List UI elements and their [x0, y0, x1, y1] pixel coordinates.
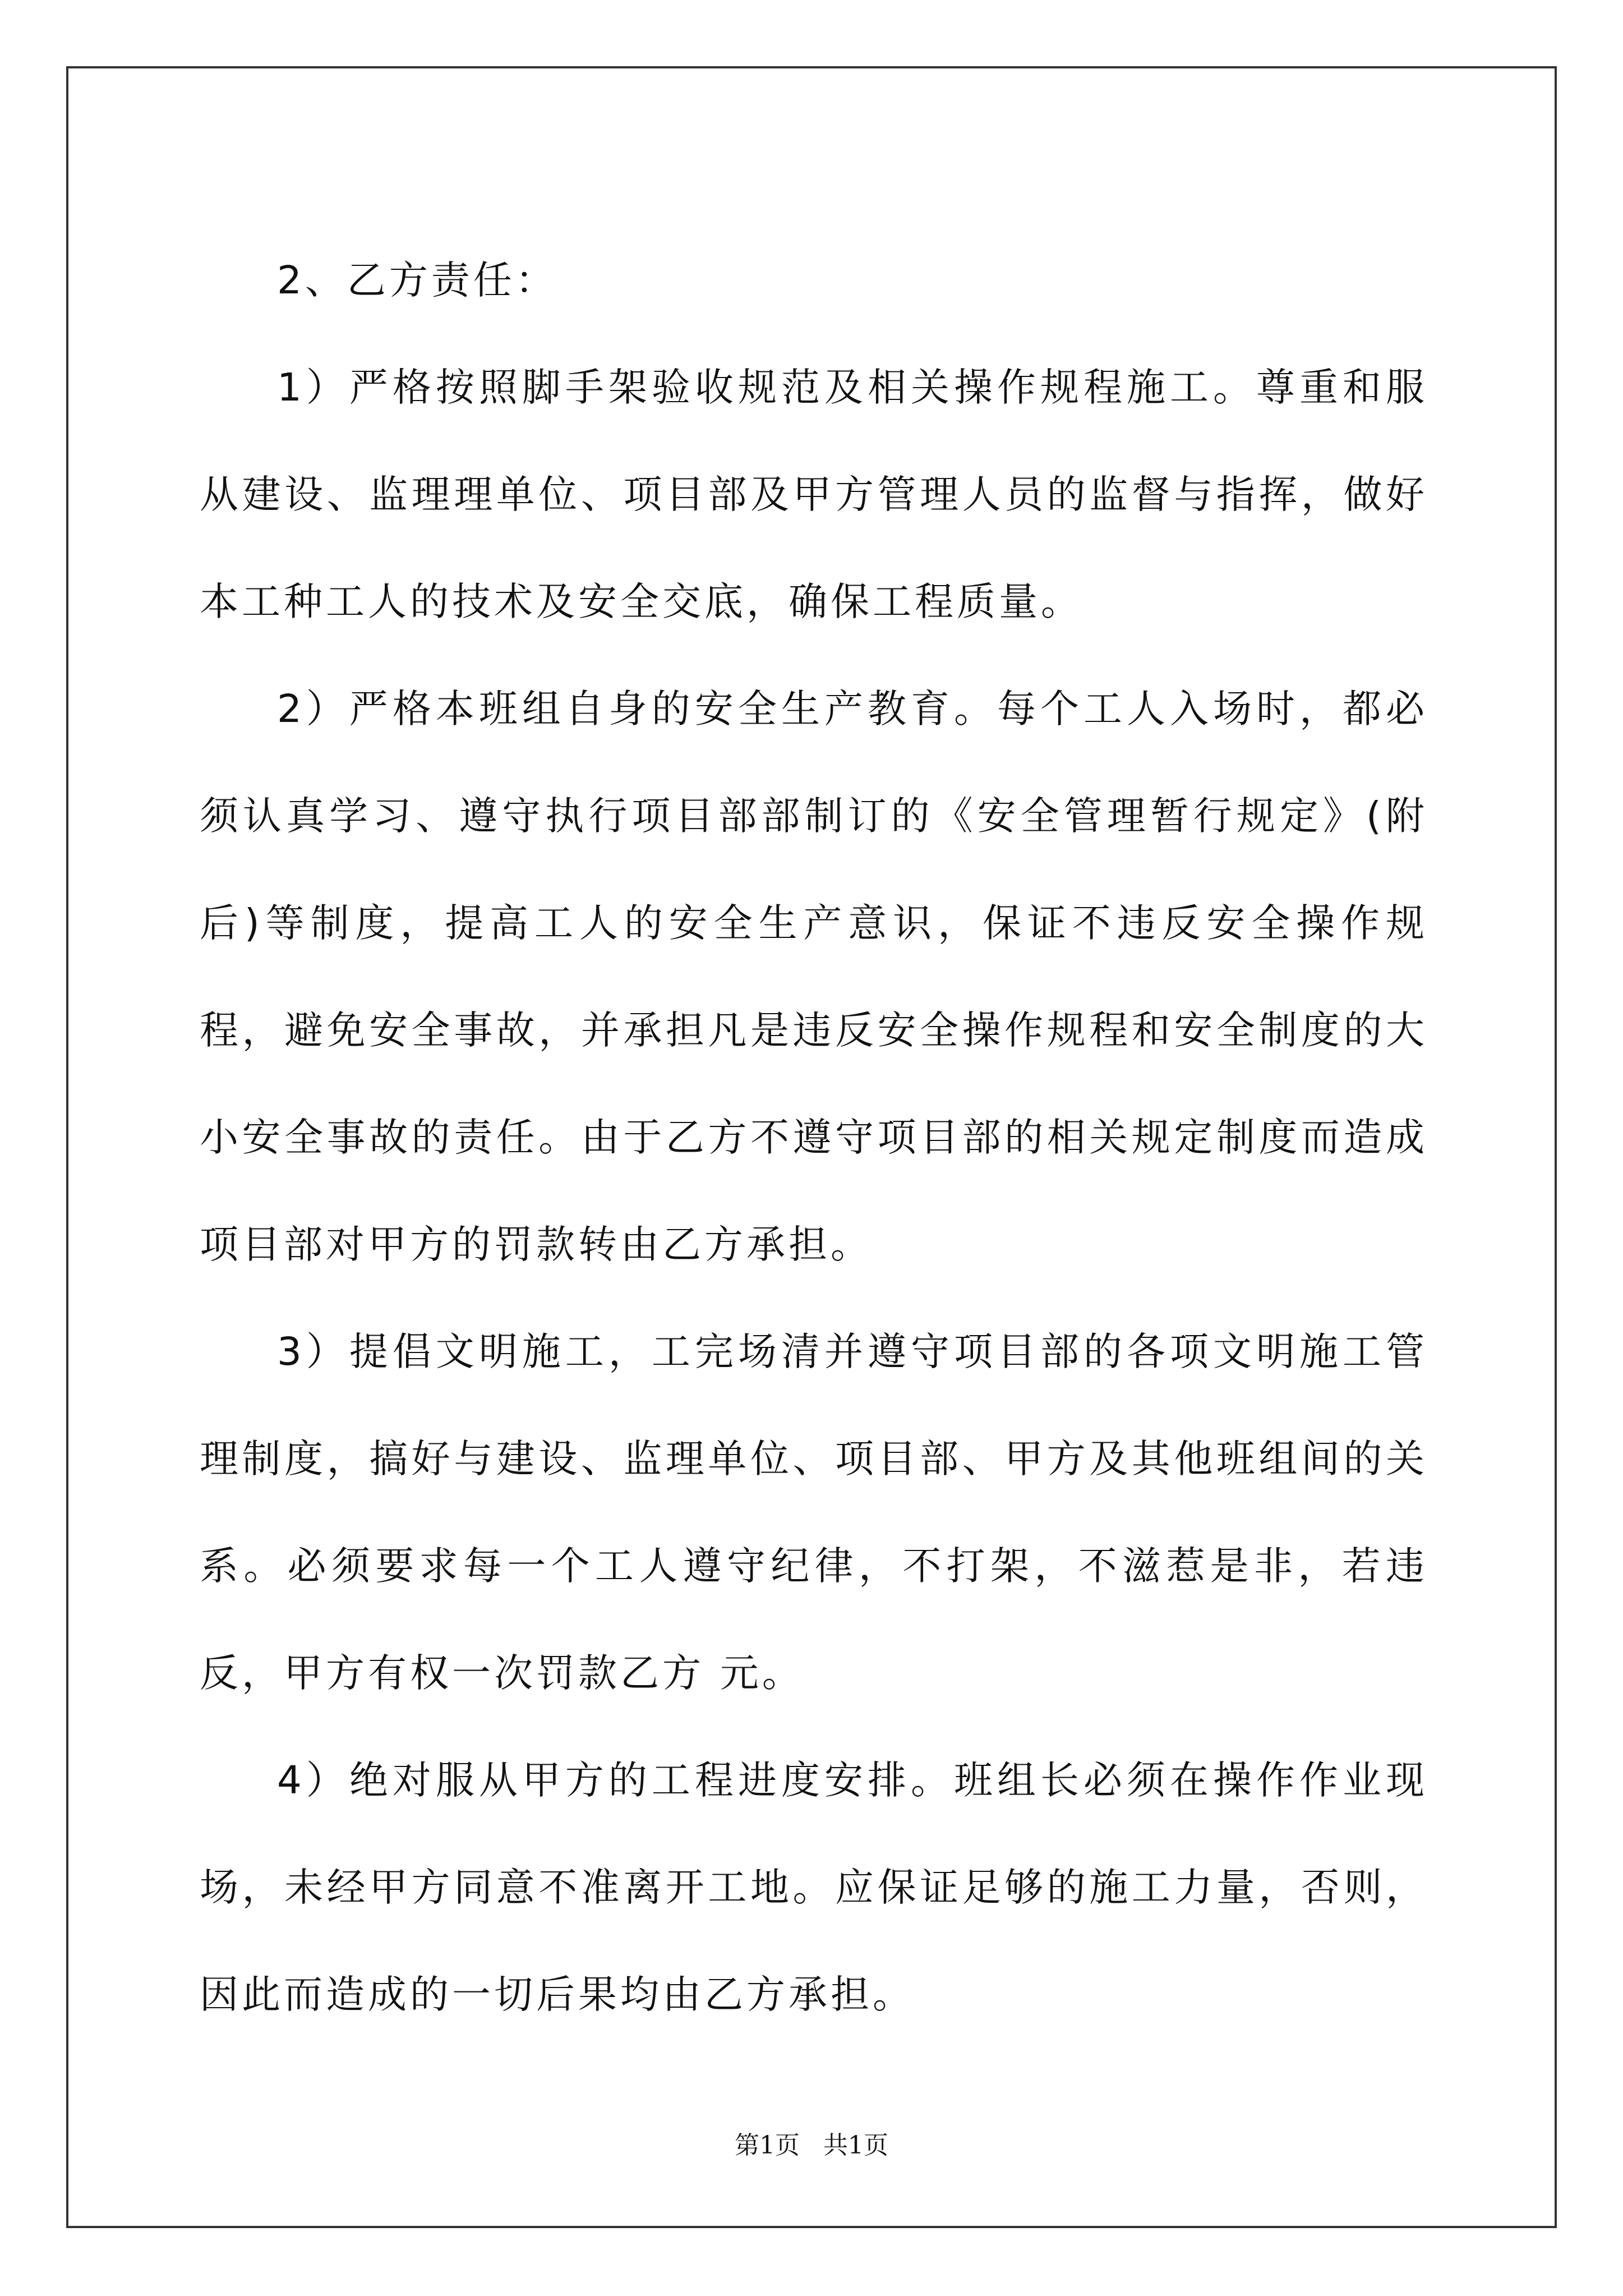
page-number-footer: 第1页 共1页	[735, 2131, 888, 2160]
paragraph-item-2: 2）严格本班组自身的安全生产教育。每个工人入场时，都必须认真学习、遵守执行项目部部制订的《安全管理暂行规定》(附后)等制度，提高工人的安全生产意识，保证不违反安全操作规程，避免安全事故，并承担凡是违反安全操作规程和安全制度的大小安全事故的责任。由于乙方不遵守项目部的相关规定制度而造成项目部对甲方的罚款转由乙方承担。	[200, 687, 1428, 1267]
section-heading: 2、乙方责任：	[277, 258, 557, 303]
paragraph-item-1: 1）严格按照脚手架验收规范及相关操作规程施工。尊重和服从建设、监理理单位、项目部及甲方管理人员的监督与指挥，做好本工种工人的技术及安全交底，确保工程质量。	[200, 365, 1428, 624]
paragraph-item-4: 4）绝对服从甲方的工程进度安排。班组长必须在操作作业现场，未经甲方同意不准离开工地。应保证足够的施工力量，否则，因此而造成的一切后果均由乙方承担。	[200, 1758, 1428, 2017]
document-body	[200, 227, 1428, 2049]
paragraph-item-3: 3）提倡文明施工，工完场清并遵守项目部的各项文明施工管理制度，搞好与建设、监理单位、项目部、甲方及其他班组间的关系。必须要求每一个工人遵守纪律，不打架，不滋惹是非，若违反，甲方有权一次罚款乙方 元。	[200, 1329, 1428, 1696]
